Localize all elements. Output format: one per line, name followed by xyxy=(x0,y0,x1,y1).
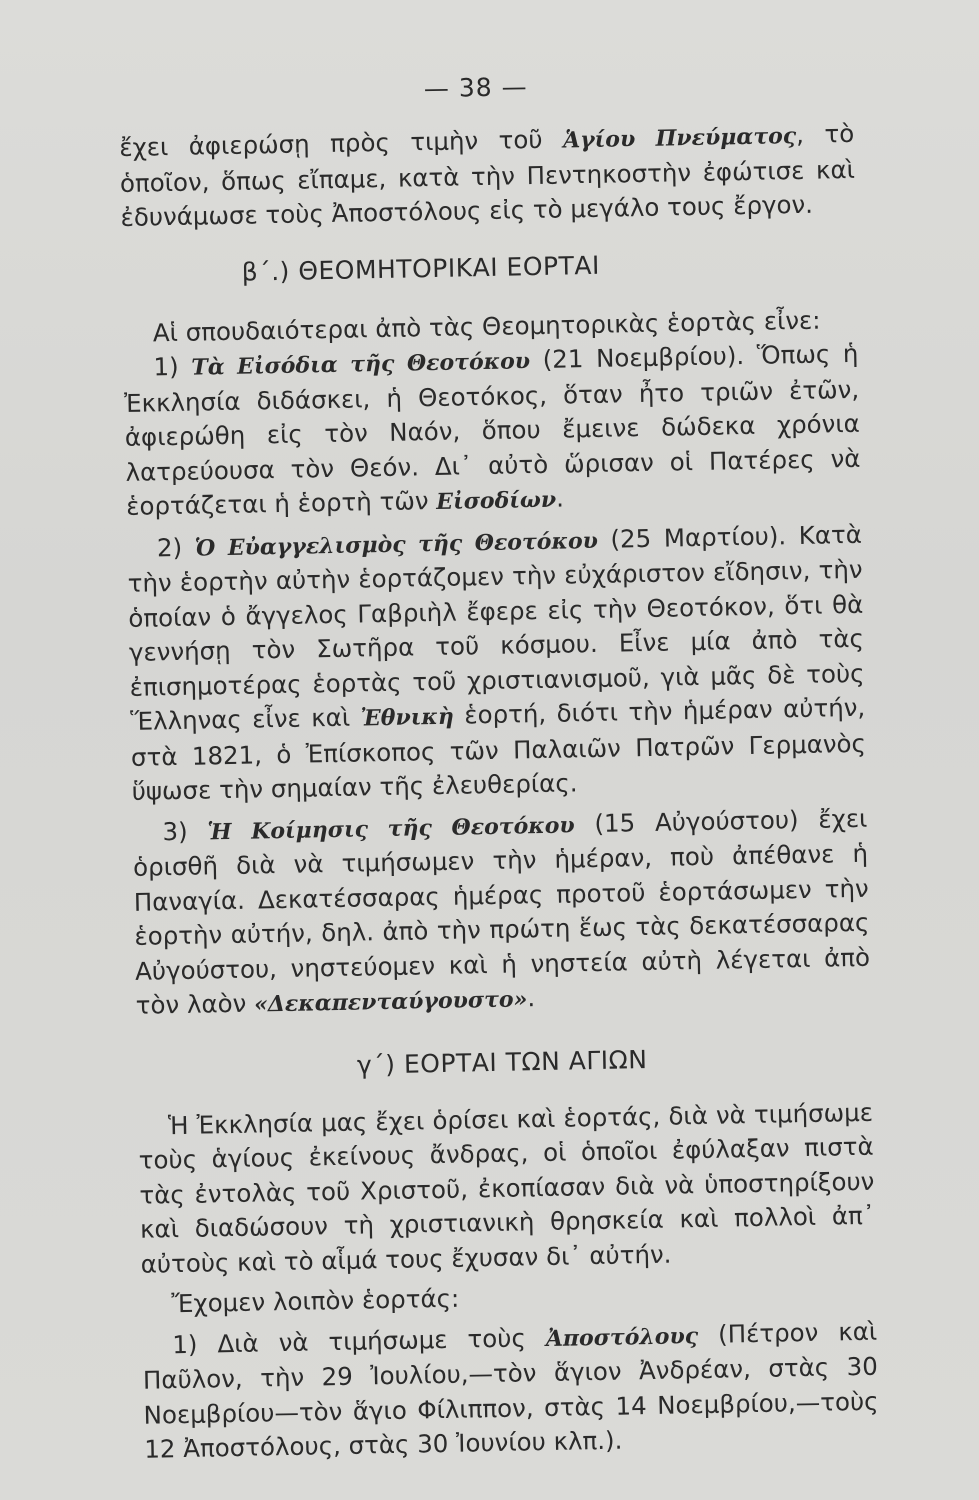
item-end: . xyxy=(527,983,536,1013)
heading-theomitorikai: β΄.) ΘΕΟΜΗΤΟΡΙΚΑΙ ΕΟΡΤΑΙ xyxy=(241,250,601,287)
intro-emphasis: Ἁγίου Πνεύματος xyxy=(562,122,797,154)
section-c-paragraph-1: Ἡ Ἐκκλησία μας ἔχει ὁρίσει καὶ ἑορτάς, διὰ νὰ τιμήσωμε τοὺς ἁγίους ἐκείνους ἄνδρας, οἱ ὁποῖοι ἐφύλαξαν πιστὰ τὰς ἐντολὰς τοῦ Χριστοῦ, ἐκοπίασαν διὰ νὰ ὑποστηρίξουν καὶ διαδώσουν τὴ χριστιανικὴ θρησκεία καὶ πολλοὶ ἀπ᾿ αὐτοὺς καὶ τὸ αἷμά τους ἔχυσαν δι᾿ αὐτήν. xyxy=(138,1097,876,1279)
intro-paragraph xyxy=(119,117,856,236)
heading-eortai-ton-agion: γ΄) ΕΟΡΤΑΙ ΤΩΝ ΑΓΙΩΝ xyxy=(356,1044,648,1080)
item-emphasis: «Δεκαπενταύγουστο» xyxy=(253,986,528,1018)
item-number: 1) xyxy=(153,351,192,382)
item-number: 3) xyxy=(162,815,208,846)
item-text: (25 Μαρτίου). Κατὰ τὴν ἑορτὴν αὐτὴν ἑορτάζομεν τὴν εὐχάριστον εἴδησιν, τὴν ὁποίαν ὁ ἄγγελος Γαβριὴλ ἔφερε εἰς τὴν Θεοτόκον, ὅτι θὰ γεννήσῃ τὸν Σωτῆρα τοῦ κόσμου. Εἶνε μία ἀπὸ τὰς ἐπισημοτέρας ἑορτὰς τοῦ χριστιανισμοῦ, γιὰ μᾶς δὲ τοὺς Ἕλληνας εἶνε καὶ xyxy=(127,519,865,736)
section-b-item-1 xyxy=(123,337,861,526)
intro-text-after: , τὸ ὁποῖον, ὅπως εἴπαμε, κατὰ τὴν Πεντηκοστὴν ἐφώτισε καὶ ἐδυνάμωσε τοὺς Ἀποστόλους εἰς τὸ μεγάλο τους ἔργον. xyxy=(119,118,856,232)
section-b-intro: Αἱ σπουδαιότεραι ἀπὸ τὰς Θεομητορικὰς ἑορτὰς εἶνε: xyxy=(152,305,821,347)
item-number: 2) xyxy=(156,532,196,562)
section-c-item-1 xyxy=(142,1314,880,1467)
item-emphasis: Ἐθνικὴ xyxy=(360,703,455,732)
item-title: Ἡ Κοίμησις τῆς Θεοτόκου xyxy=(207,811,575,845)
item-text: Διὰ νὰ τιμήσωμε τοὺς xyxy=(217,1322,547,1358)
item-text: (15 Αὐγούστου) ἔχει ὁρισθῆ διὰ νὰ τιμήσωμεν τὴν ἡμέραν, ποὺ ἀπέθανε ἡ Παναγία. Δεκατέσσαρας ἡμέρας προτοῦ ἑορτάσωμεν τὴν ἑορτὴν αὐτήν, δηλ. ἀπὸ τὴν πρώτη ἕως τὰς δεκατέσσαρας Αὐγούστου, νηστεύομεν καὶ ἡ νηστεία αὐτὴ λέγεται ἀπὸ τὸν λαὸν xyxy=(132,803,871,1020)
item-emphasis: Ἀποστόλους xyxy=(545,1322,699,1352)
item-text-2: (Πέτρον καὶ Παῦλον, τὴν 29 Ἰουλίου,—τὸν ἅγιον Ἀνδρέαν, στὰς 30 Νοεμβρίου—τὸν ἅγιο Φίλιππον, στὰς 14 Νοεμβρίου,—τοὺς 12 Ἀποστόλους, στὰς 30 Ἰουνίου κλπ.). xyxy=(142,1316,879,1464)
intro-text-before: ἔχει ἀφιερώσῃ πρὸς τιμὴν τοῦ xyxy=(119,124,564,162)
page-number: — 38 — xyxy=(423,72,528,104)
page-content xyxy=(118,66,880,1467)
section-b-item-3 xyxy=(132,801,871,1024)
item-title: Ὁ Εὐαγγελισμὸς τῆς Θεοτόκου xyxy=(194,527,599,562)
item-emphasis: Εἰσοδίων xyxy=(436,486,557,515)
item-end: . xyxy=(555,483,565,513)
section-c-paragraph-2: Ἔχομεν λοιπὸν ἑορτάς: xyxy=(171,1283,460,1319)
section-b-item-2 xyxy=(127,517,867,809)
item-number: 1) xyxy=(172,1328,218,1359)
item-text-2: ἑορτή, διότι τὴν ἡμέραν αὐτήν, στὰ 1821, ὁ Ἐπίσκοπος τῶν Παλαιῶν Πατρῶν Γερμανὸς ὕψωσε τὴν σημαίαν τῆς ἐλευθερίας. xyxy=(130,692,867,806)
item-title: Τὰ Εἰσόδια τῆς Θεοτόκου xyxy=(191,348,531,381)
item-text: (21 Νοεμβρίου). Ὅπως ἡ Ἐκκλησία διδάσκει, ἡ Θεοτόκος, ὅταν ἦτο τριῶν ἐτῶν, ἀφιερώθη εἰς τὸν Ναόν, ὅπου ἔμεινε δώδεκα χρόνια λατρεύουσα τὸν Θεόν. Δι᾿ αὐτὸ ὥρισαν οἱ Πατέρες νὰ ἑορτάζεται ἡ ἑορτὴ τῶν xyxy=(123,338,861,521)
